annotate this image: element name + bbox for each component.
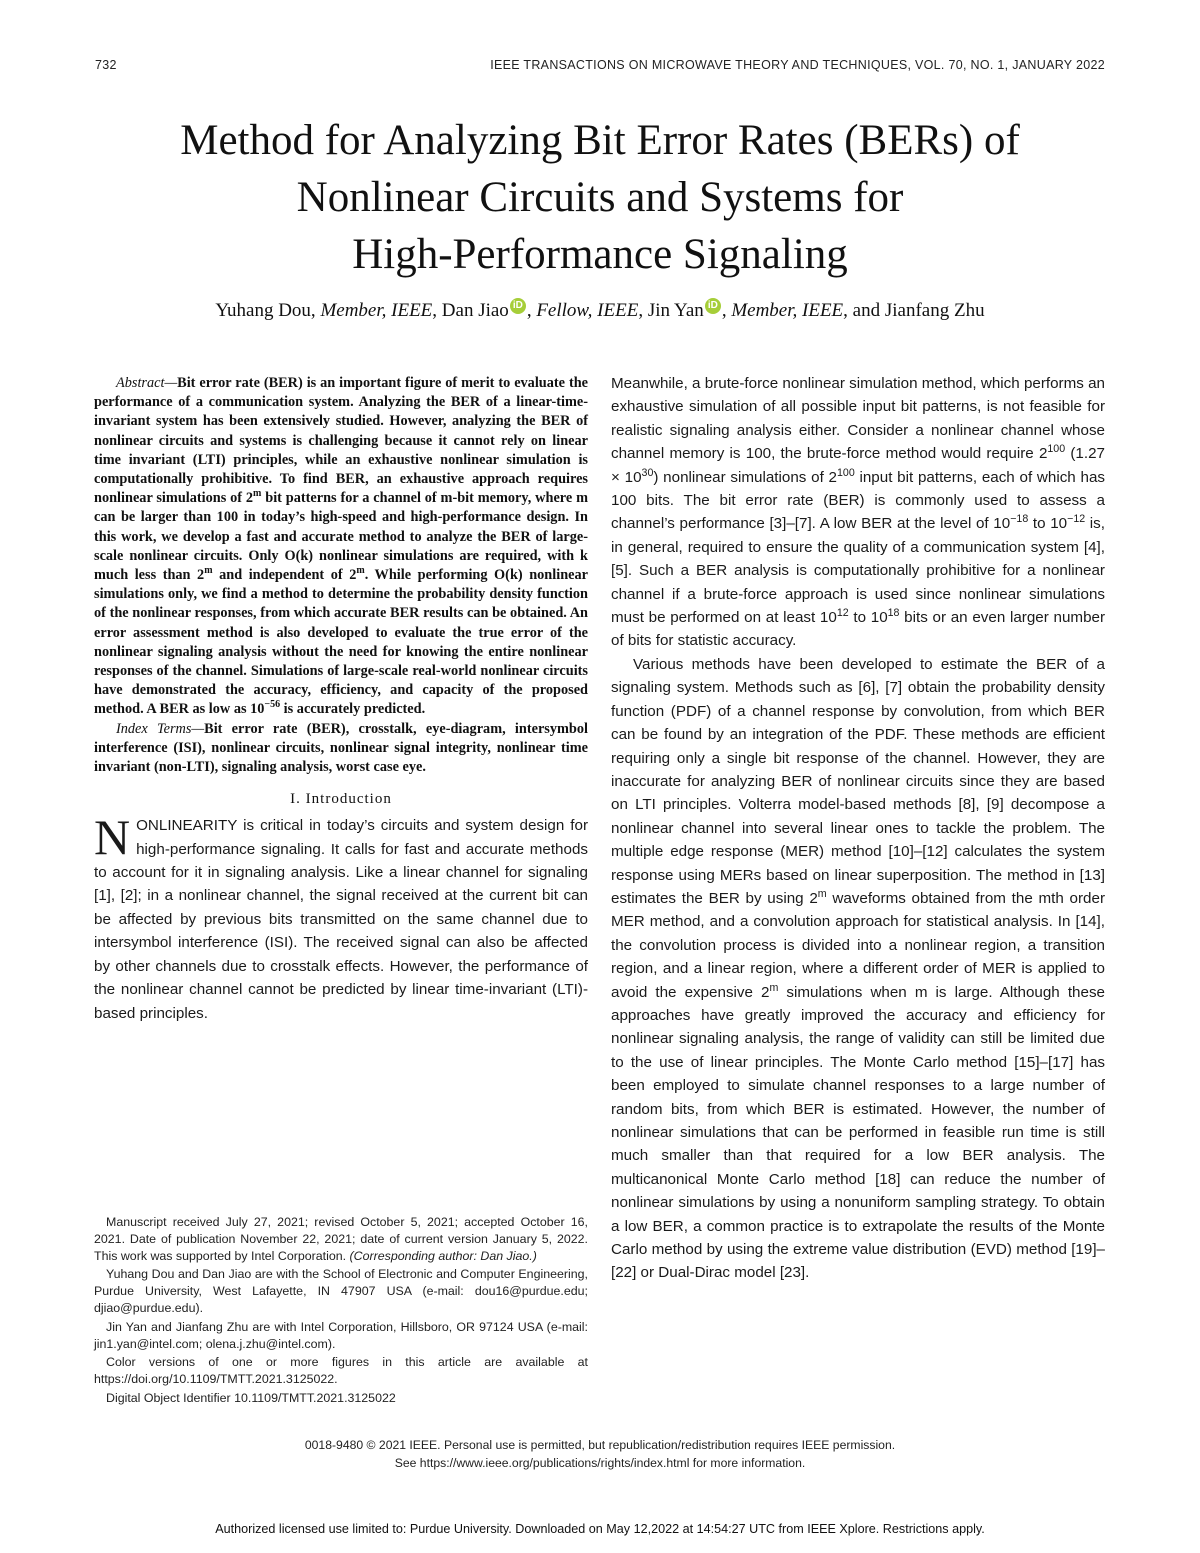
author-role: Member, IEEE xyxy=(731,300,844,321)
author-name: Yuhang Dou, xyxy=(215,300,316,321)
author-line: Yuhang Dou, Member, IEEE, Dan Jiao iD , Fellow, IEEE, Jin Yan iD , Member, IEEE, and Jianfang Zhu xyxy=(215,300,985,321)
body-paragraph: Meanwhile, a brute-force nonlinear simulation method, which performs an exhaustive simulation of all possible input bit patterns, is not feasible for realistic signaling analysis either. Consider a nonlinear channel whose channel memory is 100, the brute-force method would require $2^{100}$ $(1.27 \times 10^{30})$ nonlinear simulations of $2^{100}$ input bit patterns, each of which has 100 bits. The bit error rate (BER) is commonly used to assess a channel’s performance [3]–[7]. A low BER at the level of $10^{-18}$ to $10^{-12}$ is, in general, required to ensure the quality of a communication system [4], [5]. Such a BER analysis is computationally prohibitive for a nonlinear channel if a brute-force approach is used since nonlinear simulations must be performed on at least $10^{12}$ to $10^{18}$ bits or an even larger number of bits for statistic accuracy. xyxy=(611,375,1106,650)
intro-paragraph: ONLINEARITY is critical in today’s circuits and system design for high-performance signaling. It calls for fast and accurate methods to account for it in signaling analysis. Like a linear channel for signaling [1], [2]; in a nonlinear channel, the signal received at the current bit can be affected by previous bits transmitted on the same channel due to intersymbol interference (ISI). The received signal can also be affected by other channels due to crosstalk effects. However, the performance of the nonlinear channel cannot be predicted by linear time-invariant (LTI)-based principles. xyxy=(94,817,588,1022)
orcid-icon[interactable]: iD xyxy=(510,298,526,314)
title-line: High-Performance Signaling xyxy=(352,231,848,278)
footnote-corresponding: (Corresponding author: Dan Jiao.) xyxy=(349,1248,537,1263)
title-line: Nonlinear Circuits and Systems for xyxy=(296,174,904,221)
author-name: Dan Jiao xyxy=(441,300,509,321)
abstract xyxy=(94,374,588,777)
journal-citation: IEEE TRANSACTIONS ON MICROWAVE THEORY AND TECHNIQUES, VOL. 70, NO. 1, JANUARY 2022 xyxy=(490,58,1105,72)
title-line: Method for Analyzing Bit Error Rates (BERs) of xyxy=(180,117,1020,164)
author-role: Member, IEEE xyxy=(320,300,433,321)
author-name: and Jianfang Zhu xyxy=(852,300,985,321)
copyright-line: 0018-9480 © 2021 IEEE. Personal use is permitted, but republication/redistribution requires IEEE permission. xyxy=(304,1438,896,1452)
abstract-label: Abstract— xyxy=(116,375,178,391)
index-terms-label: Index Terms— xyxy=(116,720,205,737)
authorized-use-notice: Authorized licensed use limited to: Purdue University. Downloaded on May 12,2022 at 14:54:27 UTC from IEEE Xplore. Restrictions apply. xyxy=(215,1522,985,1536)
orcid-icon[interactable]: iD xyxy=(705,298,721,314)
author-role: Fellow, IEEE xyxy=(536,300,639,321)
footnote-received: Manuscript received July 27, 2021; revised October 5, 2021; accepted October 16, 2021. Date of publication November 22, 2021; date of current version January 5, 2022. This work was supported by Intel Corporation. xyxy=(94,1215,588,1263)
right-column xyxy=(611,372,1105,1285)
section-heading: I. Introduction xyxy=(290,791,392,808)
author-name: Jin Yan xyxy=(647,300,704,321)
footnotes xyxy=(94,1214,588,1409)
index-terms-text: Bit error rate (BER), crosstalk, eye-diagram, intersymbol interference (ISI), nonlinear circuits, nonlinear signal integrity, nonlinear time invariant (non-LTI), signaling analysis, worst case eye. xyxy=(94,720,588,776)
running-header xyxy=(95,58,1105,76)
footnote-affiliation: Yuhang Dou and Dan Jiao are with the School of Electronic and Computer Engineering, Purdue University, West Lafayette, IN 47907 USA (e-mail: dou16@purdue.edu; djiao@purdue.edu). xyxy=(94,1267,588,1315)
footnote-affiliation: Jin Yan and Jianfang Zhu are with Intel Corporation, Hillsboro, OR 97124 USA (e-mail: jin1.yan@intel.com; olena.j.zhu@intel.com). xyxy=(94,1319,588,1351)
intro-body xyxy=(94,809,588,1025)
body-paragraph: Various methods have been developed to estimate the BER of a signaling system. Methods such as [6], [7] obtain the probability density function (PDF) of a channel response by convolution, from which BER can be found by an integration of the PDF. These methods are efficient requiring only a single bit response of the channel. However, they are inaccurate for analyzing BER of nonlinear circuits since they are based on LTI principles. Volterra model-based methods [8], [9] decompose a nonlinear channel into several linear ones to tackle the problem. The multiple edge response (MER) method [10]–[12] calculates the system response using MERs based on linear superposition. The method in [13] estimates the BER by using 2$^m$ waveforms obtained from the mth order MER method, and a convolution approach for statistical analysis. In [14], the convolution process is divided into a nonlinear region, a transition region, and a linear region, where a different order of MER is applied to avoid the expensive 2$^m$ simulations when m is large. Although these approaches have greatly improved the accuracy and efficiency for nonlinear signaling analysis, the range of validity can still be limited due to the use of linear principles. The Monte Carlo method [15]–[17] has been employed to simulate channel responses to a large number of random bits, from which BER is estimated. However, the number of nonlinear simulations that can be performed in feasible run time is still much smaller than that required for a low BER analysis. The multicanonical Monte Carlo method [18] can reduce the number of nonlinear simulations by using a nonuniform sampling strategy. To obtain a low BER, a common practice is to extrapolate the results of the Monte Carlo method by using the extreme value distribution (EVD) method [19]–[22] or Dual-Dirac model [23]. xyxy=(611,655,1105,1282)
abstract-text: Bit error rate (BER) is an important figure of merit to evaluate the performance of a communication system. Analyzing the BER of a linear-time-invariant system has been extensively studied. However, analyzing the BER of nonlinear circuits and systems is challenging because it cannot rely on linear time invariant (LTI) principles, while an exhaustive nonlinear simulation is computationally prohibitive. To find BER, an exhaustive approach requires nonlinear simulations of 2$^m$ bit patterns for a channel of m-bit memory, where m can be larger than 100 in today’s high-speed and high-performance design. In this work, we develop a fast and accurate method to analyze the BER of large-scale nonlinear circuits. Only O(k) nonlinear simulations are required, with k much less than 2$^m$ and independent of 2$^m$. While performing O(k) nonlinear simulations only, we find a method to determine the probability density function of the nonlinear responses, from which accurate BER results can be obtained. An error assessment method is also developed to evaluate the true error of the nonlinear signaling analysis without the need for knowing the entire nonlinear responses of the channel. Simulations of large-scale real-world nonlinear circuits have demonstrated the accuracy, efficiency, and capacity of the proposed method. A BER as low as $10^{-56}$ is accurately predicted. xyxy=(94,375,588,718)
copyright-line: See https://www.ieee.org/publications/rights/index.html for more information. xyxy=(394,1456,806,1470)
page-number: 732 xyxy=(95,58,117,72)
left-column xyxy=(94,374,588,1025)
footnote-doi: Digital Object Identifier 10.1109/TMTT.2021.3125022 xyxy=(106,1390,396,1405)
drop-cap: N xyxy=(94,809,131,866)
copyright-notice xyxy=(95,1436,1105,1472)
footnote-color: Color versions of one or more figures in this article are available at https://doi.org/10.1109/TMTT.2021.3125022. xyxy=(94,1355,588,1387)
paper-title xyxy=(95,112,1105,283)
